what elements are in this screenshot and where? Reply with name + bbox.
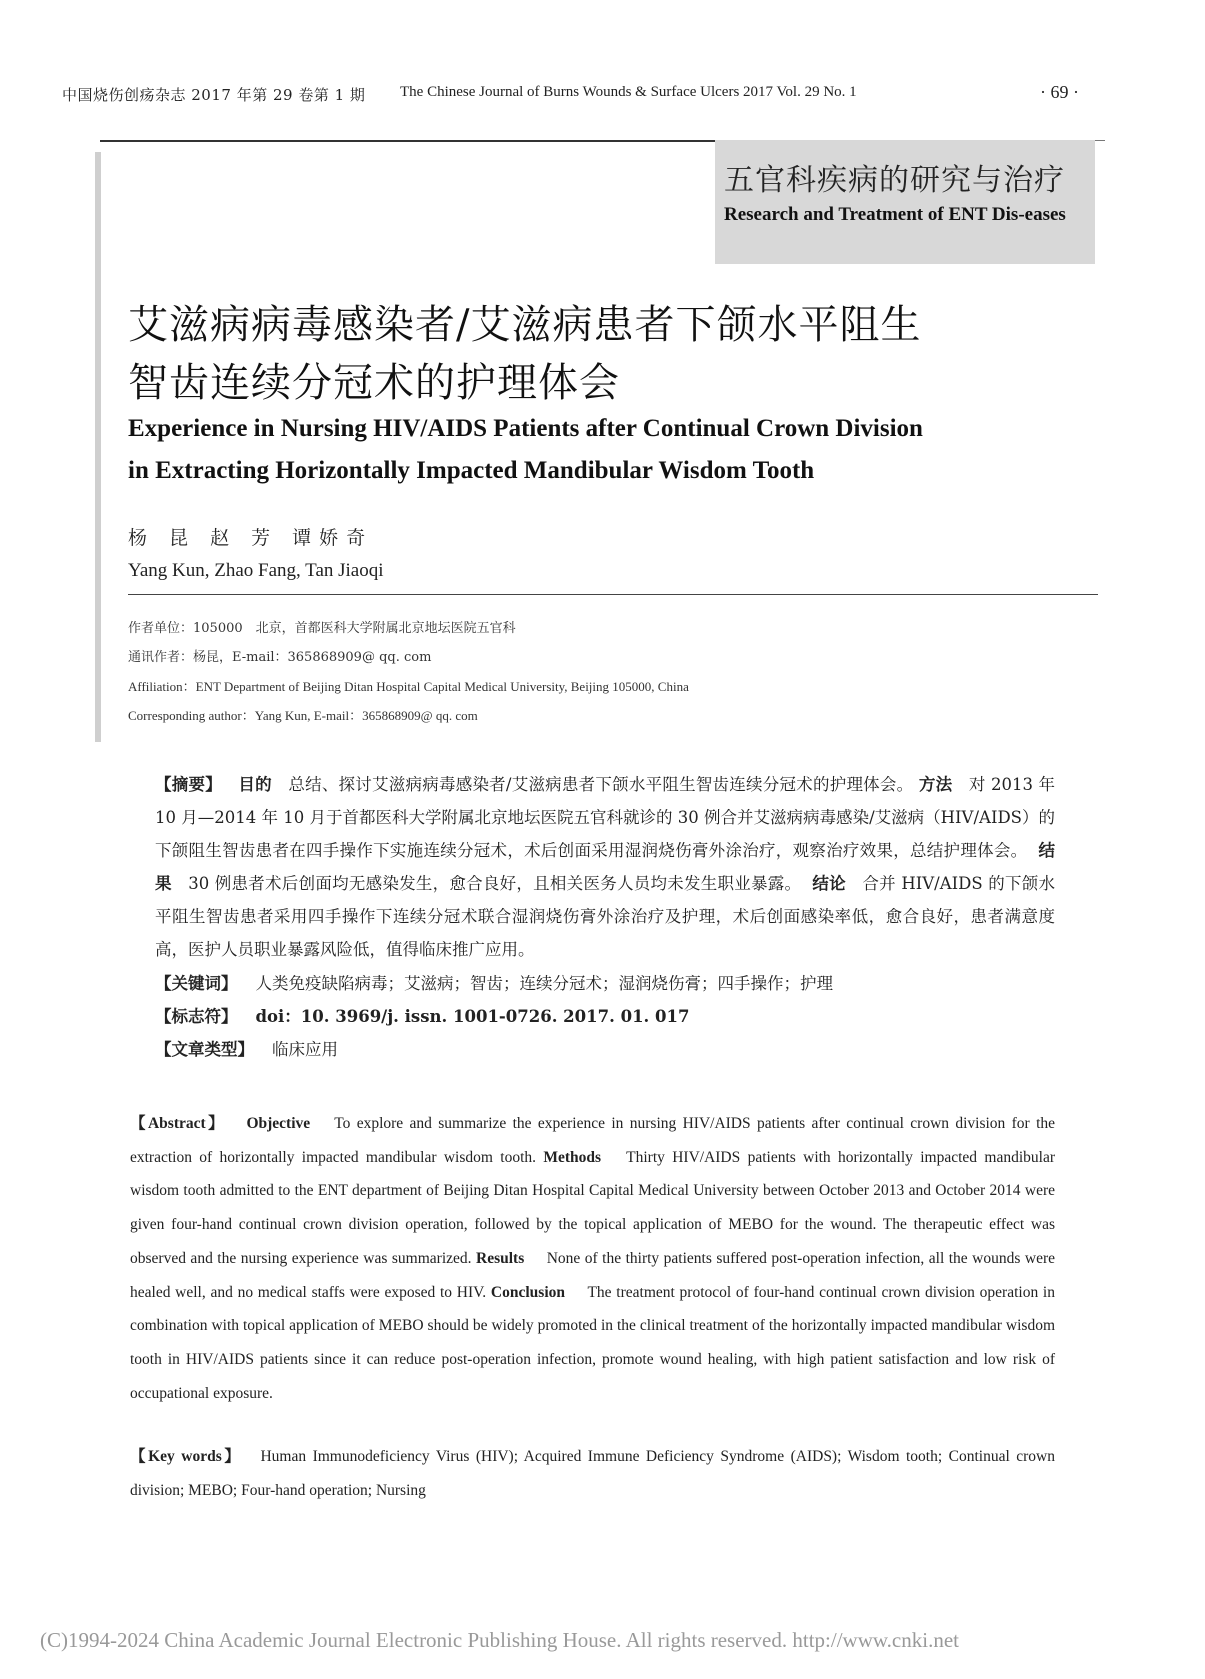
running-header-en: The Chinese Journal of Burns Wounds & Surface Ulcers 2017 Vol. 29 No. 1 bbox=[400, 84, 857, 100]
abstract-cn-results: 30 例患者术后创面均无感染发生，愈合良好，且相关医务人员均未发生职业暴露。 bbox=[188, 874, 802, 893]
article-title-en-line1: Experience in Nursing HIV/AIDS Patients after Continual Crown Division bbox=[128, 415, 923, 442]
keywords-cn-label: 【关键词】 bbox=[155, 974, 238, 993]
abstract-en-methods: Thirty HIV/AIDS patients with horizontally impacted mandibular wisdom tooth admitted to the ENT department of Beijing Ditan Hospital Capital Medical University between October 2013 and October 2014 were given four-hand continual crown division operation, followed by the topical application of MEBO for the wound. The therapeutic effect was observed and the nursing experience was summarized. bbox=[130, 1148, 1055, 1267]
abstract-en-objective-label: Objective bbox=[246, 1115, 311, 1132]
abstract-en-methods-label: Methods bbox=[543, 1148, 602, 1166]
doi-value: doi：10. 3969/j. issn. 1001-0726. 2017. 01. 017 bbox=[255, 1007, 690, 1026]
abstract-cn-methods: 对 2013 年 10 月—2014 年 10 月于首都医科大学附属北京地坛医院五官科就诊的 30 例合并艾滋病病毒感染/艾滋病（HIV/AIDS）的下颌阻生智齿患者在四手操作下实施连续分冠术，术后创面采用湿润烧伤膏外涂治疗，观察治疗效果，总结护理体会。 bbox=[155, 775, 1056, 860]
page-number: · 69 · bbox=[1040, 82, 1079, 102]
keywords-en-label: 【Key words】 bbox=[130, 1448, 243, 1465]
abstract-cn-label: 【摘要】 bbox=[155, 775, 222, 794]
abstract-en-conclusion: The treatment protocol of four-hand continual crown division operation in combination with topical application of MEBO should be widely promoted in the clinical treatment of the horizontally impacted mandibular wisdom tooth in HIV/AIDS patients since it can reduce post-operation infection, promote wound healing, with high patient satisfaction and low risk of occupational exposure. bbox=[130, 1283, 1055, 1402]
abstract-cn-conclusion-label: 结论 bbox=[812, 874, 846, 893]
corresponding-cn: 通讯作者：杨昆，E-mail：365868909@ qq. com bbox=[128, 650, 432, 665]
author-rule bbox=[128, 594, 1098, 595]
keywords-cn bbox=[155, 970, 833, 994]
keywords-en bbox=[130, 1440, 1055, 1507]
abstract-cn bbox=[155, 768, 1055, 966]
corresponding-en: Corresponding author：Yang Kun, E-mail：365868909@ qq. com bbox=[128, 708, 478, 723]
authors-en: Yang Kun, Zhao Fang, Tan Jiaoqi bbox=[128, 560, 384, 581]
article-title-cn bbox=[128, 296, 1088, 412]
abstract-en-objective: To explore and summarize the experience in nursing HIV/AIDS patients after continual crown division for the extraction of horizontally impacted mandibular wisdom tooth. bbox=[130, 1115, 1056, 1166]
article-type-line bbox=[155, 1036, 338, 1060]
left-margin-bar bbox=[95, 152, 101, 742]
article-type-value: 临床应用 bbox=[272, 1040, 338, 1059]
abstract-en bbox=[130, 1107, 1055, 1410]
doi-label: 【标志符】 bbox=[155, 1007, 238, 1026]
affiliation-en: Affiliation：ENT Department of Beijing Ditan Hospital Capital Medical University, Beijing 105000, China bbox=[128, 679, 689, 694]
article-title-cn-line1: 艾滋病病毒感染者/艾滋病患者下颌水平阻生 bbox=[128, 302, 922, 348]
article-type-label: 【文章类型】 bbox=[155, 1040, 254, 1059]
abstract-en-results-label: Results bbox=[476, 1249, 525, 1267]
article-title-en bbox=[128, 408, 1118, 492]
authors-cn: 杨 昆 赵 芳 谭娇奇 bbox=[128, 527, 374, 549]
abstract-en-conclusion-label: Conclusion bbox=[490, 1283, 566, 1301]
keywords-cn-value: 人类免疫缺陷病毒；艾滋病；智齿；连续分冠术；湿润烧伤膏；四手操作；护理 bbox=[255, 974, 833, 993]
abstract-cn-objective: 总结、探讨艾滋病病毒感染者/艾滋病患者下颌水平阻生智齿连续分冠术的护理体会。 bbox=[288, 775, 914, 794]
abstract-cn-objective-label: 目的 bbox=[238, 775, 272, 794]
abstract-en-results: None of the thirty patients suffered post-operation infection, all the wounds were healed well, and no medical staffs were exposed to HIV. bbox=[130, 1249, 1055, 1301]
section-title-cn: 五官科疾病的研究与治疗 bbox=[724, 163, 1065, 198]
affiliation-cn: 作者单位：105000 北京，首都医科大学附属北京地坛医院五官科 bbox=[128, 621, 516, 636]
abstract-en-label: 【Abstract】 bbox=[130, 1115, 227, 1132]
doi-line bbox=[155, 1003, 690, 1027]
keywords-en-value: Human Immunodeficiency Virus (HIV); Acquired Immune Deficiency Syndrome (AIDS); Wisdom tooth; Continual crown division; MEBO; Four-hand operation; Nursing bbox=[130, 1448, 1055, 1499]
copyright-footer: (C)1994-2024 China Academic Journal Electronic Publishing House. All rights reserved. http://www.cnki.net bbox=[40, 1628, 959, 1652]
article-title-en-line2: in Extracting Horizontally Impacted Mandibular Wisdom Tooth bbox=[128, 457, 815, 484]
abstract-cn-results-label: 结果 bbox=[155, 841, 1055, 893]
abstract-cn-conclusion: 合并 HIV/AIDS 的下颌水平阻生智齿患者采用四手操作下连续分冠术联合湿润烧伤膏外涂治疗及护理，术后创面感染率低，愈合良好，患者满意度高，医护人员职业暴露风险低，值得临床推广应用。 bbox=[155, 874, 1055, 959]
section-title-en: Research and Treatment of ENT Dis-eases bbox=[724, 204, 1066, 225]
article-title-cn-line2: 智齿连续分冠术的护理体会 bbox=[128, 360, 620, 406]
abstract-cn-methods-label: 方法 bbox=[918, 775, 953, 794]
running-header-cn: 中国烧伤创疡杂志 2017 年第 29 卷第 1 期 bbox=[62, 86, 366, 104]
